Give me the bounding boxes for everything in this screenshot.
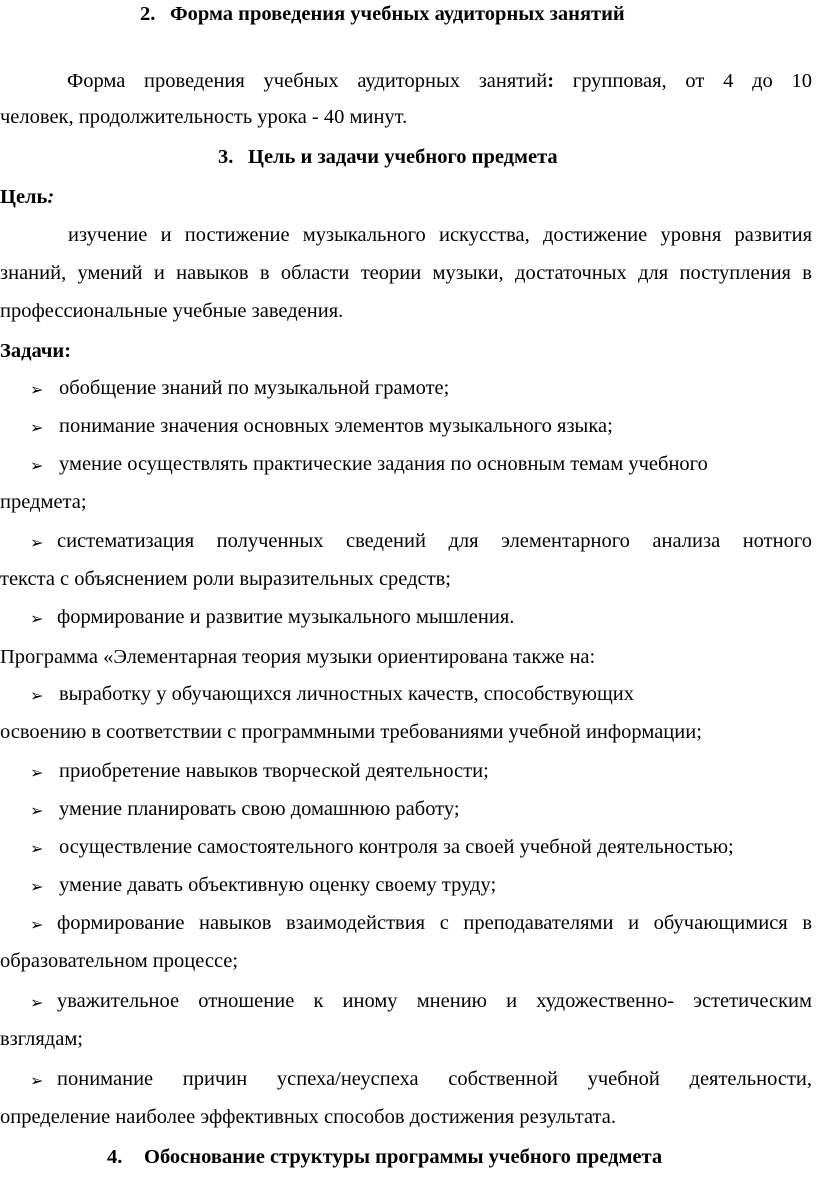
program-item-4: осуществление самостоятельного контроля за своей учебной деятельностью; <box>59 836 734 858</box>
goal-line-3: профессиональные учебные заведения. <box>0 300 344 322</box>
program-item-5: умение давать объективную оценку своему труду; <box>59 874 497 896</box>
section-3-heading <box>218 146 558 169</box>
program-item-1-line-1: выработку у обучающихся личностных качеств, способствующих <box>59 683 635 705</box>
task-item-4-line-1: систематизация полученных сведений для элементарного анализа нотного <box>57 530 812 552</box>
task-item-4-line-2: текста с объяснением роли выразительных средств; <box>0 568 451 590</box>
arrow-bullet-icon: ➢ <box>30 456 44 475</box>
section-3-number: 3. <box>218 146 234 168</box>
program-item-3: умение планировать свою домашнюю работу; <box>59 798 460 820</box>
section-2-number: 2. <box>140 3 156 25</box>
task-item-1: обобщение знаний по музыкальной грамоте; <box>59 377 450 399</box>
section-2-title: Форма проведения учебных аудиторных занятий <box>170 3 625 25</box>
program-item-6-line-2: образовательном процессе; <box>0 950 239 972</box>
section-4-number: 4. <box>107 1146 123 1168</box>
arrow-bullet-icon: ➢ <box>30 993 44 1012</box>
task-item-5: формирование и развитие музыкального мышления. <box>57 606 515 628</box>
task-item-2: понимание значения основных элементов музыкального языка; <box>59 415 613 437</box>
program-item-6-line-1: формирование навыков взаимодействия с преподавателями и обучающимися в <box>57 912 812 934</box>
section-2-heading <box>140 3 625 26</box>
task-item-3-line-1: умение осуществлять практические задания по основным темам учебного <box>59 453 708 475</box>
program-item-1-line-2: освоению в соответствии с программными требованиями учебной информации; <box>0 721 702 743</box>
form-paragraph-line-2: человек, продолжительность урока - 40 минут. <box>0 106 408 128</box>
arrow-bullet-icon: ➢ <box>30 418 44 437</box>
task-item-3-line-2: предмета; <box>0 491 87 513</box>
program-item-8-line-1: понимание причин успеха/неуспеха собственной учебной деятельности, <box>57 1068 812 1090</box>
program-intro: Программа «Элементарная теория музыки ориентирована также на: <box>0 646 596 668</box>
arrow-bullet-icon: ➢ <box>30 1071 44 1090</box>
program-item-7-line-1: уважительное отношение к иному мнению и художественно- эстетическим <box>57 990 812 1012</box>
section-3-title: Цель и задачи учебного предмета <box>248 146 558 168</box>
goal-line-2: знаний, умений и навыков в области теории музыки, достаточных для поступления в <box>0 262 812 284</box>
arrow-bullet-icon: ➢ <box>30 609 44 628</box>
arrow-bullet-icon: ➢ <box>30 380 44 399</box>
arrow-bullet-icon: ➢ <box>30 763 44 782</box>
form-colon: : <box>547 70 555 92</box>
tasks-label: Задачи: <box>0 340 72 362</box>
arrow-bullet-icon: ➢ <box>30 801 44 820</box>
goal-label: Цель: <box>0 186 55 208</box>
goal-line-1: изучение и постижение музыкального искусства, достижение уровня развития <box>68 224 812 246</box>
arrow-bullet-icon: ➢ <box>30 686 44 705</box>
arrow-bullet-icon: ➢ <box>30 533 44 552</box>
form-lead: Форма проведения учебных аудиторных занятий <box>67 70 548 92</box>
program-item-8-line-2: определение наиболее эффективных способов достижения результата. <box>0 1106 616 1128</box>
section-4-heading <box>107 1146 662 1169</box>
program-item-2: приобретение навыков творческой деятельности; <box>59 760 489 782</box>
arrow-bullet-icon: ➢ <box>30 839 44 858</box>
arrow-bullet-icon: ➢ <box>30 915 44 934</box>
section-4-title: Обоснование структуры программы учебного предмета <box>144 1146 663 1168</box>
form-paragraph-line-1 <box>0 70 816 93</box>
program-item-7-line-2: взглядам; <box>0 1028 84 1050</box>
arrow-bullet-icon: ➢ <box>30 877 44 896</box>
form-rest: групповая, от 4 до 10 <box>554 70 812 92</box>
